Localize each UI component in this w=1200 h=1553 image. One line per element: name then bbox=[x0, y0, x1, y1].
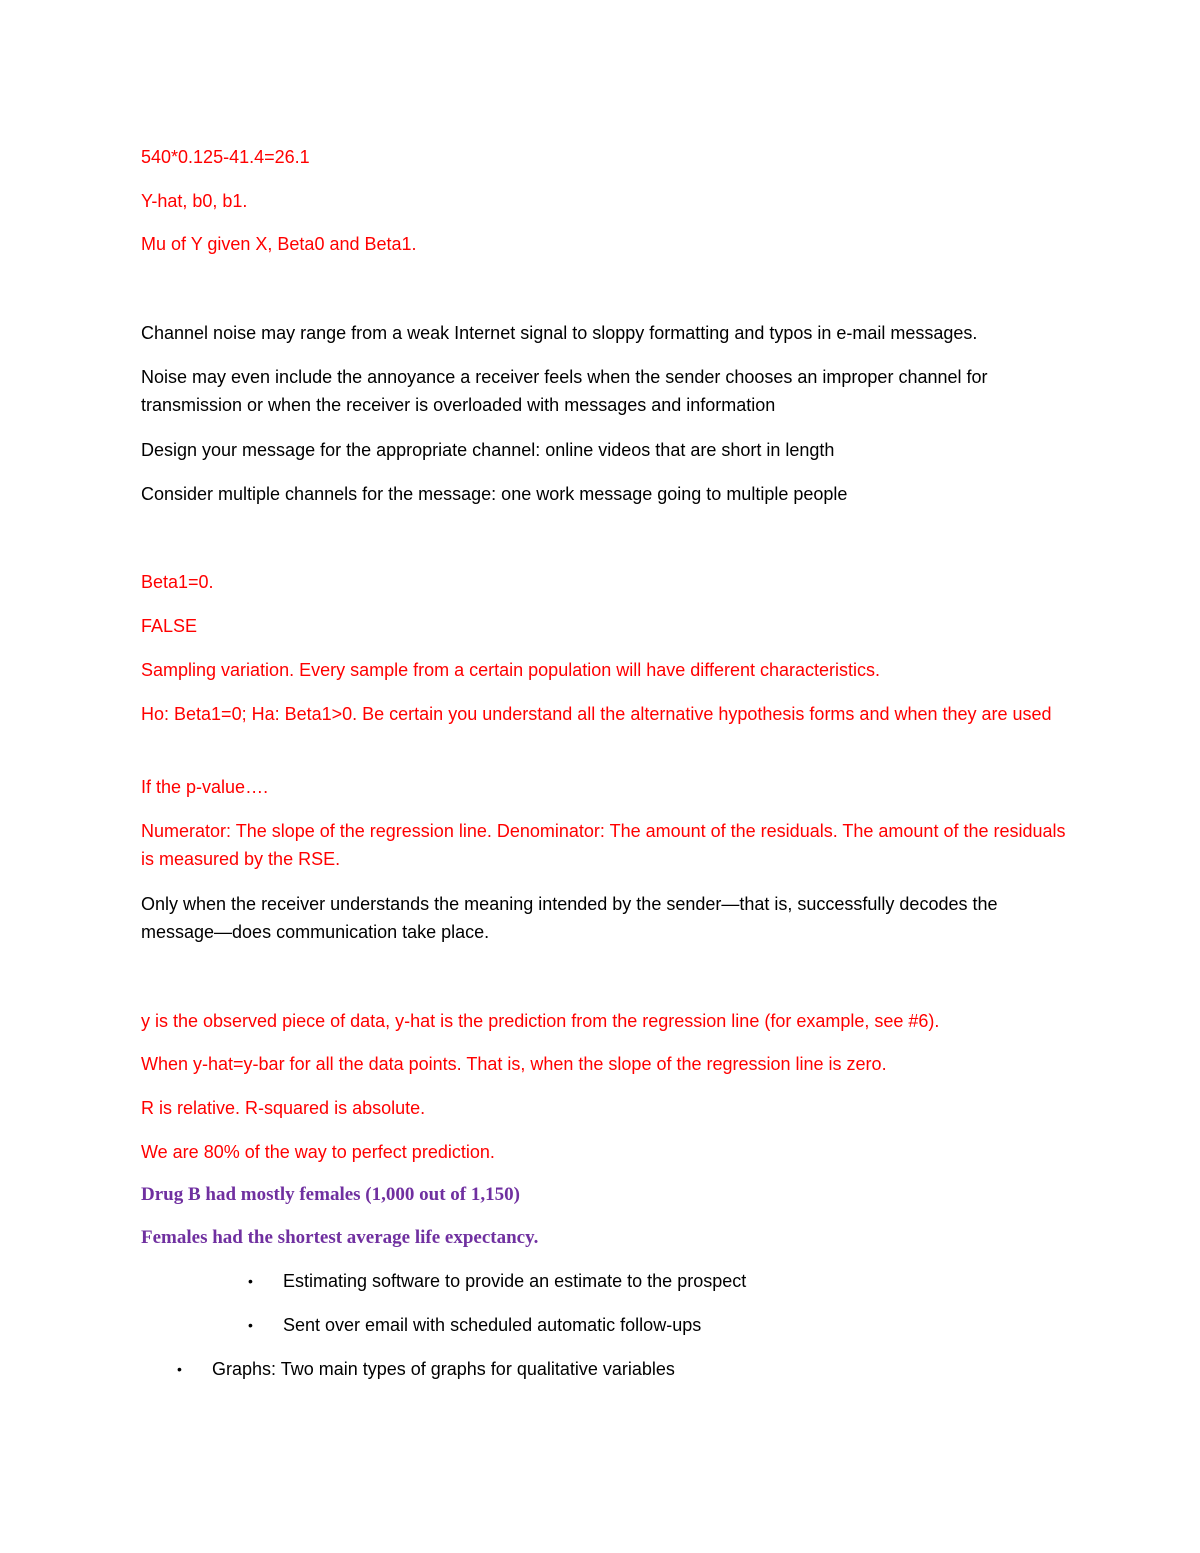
bullet-icon: • bbox=[248, 1273, 253, 1289]
paragraph-receiver-understands: Only when the receiver understands the meaning intended by the sender—that is, successfully decodes the message—does communication take place. bbox=[141, 894, 998, 942]
answer-y-hat-equals-y-bar: When y-hat=y-bar for all the data points. That is, when the slope of the regression line is zero. bbox=[141, 1054, 887, 1074]
answer-perfect-prediction: We are 80% of the way to perfect prediction. bbox=[141, 1142, 495, 1162]
answer-parameters: Mu of Y given X, Beta0 and Beta1. bbox=[141, 234, 417, 254]
answer-observed-vs-predicted: y is the observed piece of data, y-hat is the prediction from the regression line (for example, see #6). bbox=[141, 1011, 940, 1031]
paragraph-noise-annoyance: Noise may even include the annoyance a receiver feels when the sender chooses an improper channel for transmission or when the receiver is overloaded with messages and information bbox=[141, 367, 988, 415]
list-item-text: Graphs: Two main types of graphs for qualitative variables bbox=[212, 1359, 675, 1379]
answer-false: FALSE bbox=[141, 616, 198, 636]
answer-calculation: 540*0.125-41.4=26.1 bbox=[141, 147, 310, 167]
answer-sampling-variation: Sampling variation. Every sample from a certain population will have different characteristics. bbox=[141, 660, 881, 680]
answer-r-relative: R is relative. R-squared is absolute. bbox=[141, 1098, 426, 1118]
list-item-text: Sent over email with scheduled automatic follow-ups bbox=[283, 1315, 702, 1335]
answer-drug-b-females: Drug B had mostly females (1,000 out of 1,150) bbox=[141, 1184, 520, 1205]
answer-p-value: If the p-value…. bbox=[141, 777, 269, 797]
answer-beta1: Beta1=0. bbox=[141, 572, 214, 592]
bullet-icon: • bbox=[177, 1361, 182, 1377]
answer-females-life-expectancy: Females had the shortest average life expectancy. bbox=[141, 1227, 539, 1248]
answer-hypotheses: Ho: Beta1=0; Ha: Beta1>0. Be certain you understand all the alternative hypothesis forms and when they are used bbox=[141, 704, 1052, 724]
paragraph-multiple-channels: Consider multiple channels for the message: one work message going to multiple people bbox=[141, 484, 848, 504]
answer-numerator-denominator: Numerator: The slope of the regression line. Denominator: The amount of the residuals. The amount of the residuals is measured by the RSE. bbox=[141, 821, 1066, 869]
paragraph-design-message: Design your message for the appropriate channel: online videos that are short in length bbox=[141, 440, 835, 460]
paragraph-channel-noise: Channel noise may range from a weak Internet signal to sloppy formatting and typos in e-mail messages. bbox=[141, 323, 978, 343]
answer-estimates: Y-hat, b0, b1. bbox=[141, 191, 248, 211]
bullet-icon: • bbox=[248, 1317, 253, 1333]
list-item-text: Estimating software to provide an estimate to the prospect bbox=[283, 1271, 747, 1291]
